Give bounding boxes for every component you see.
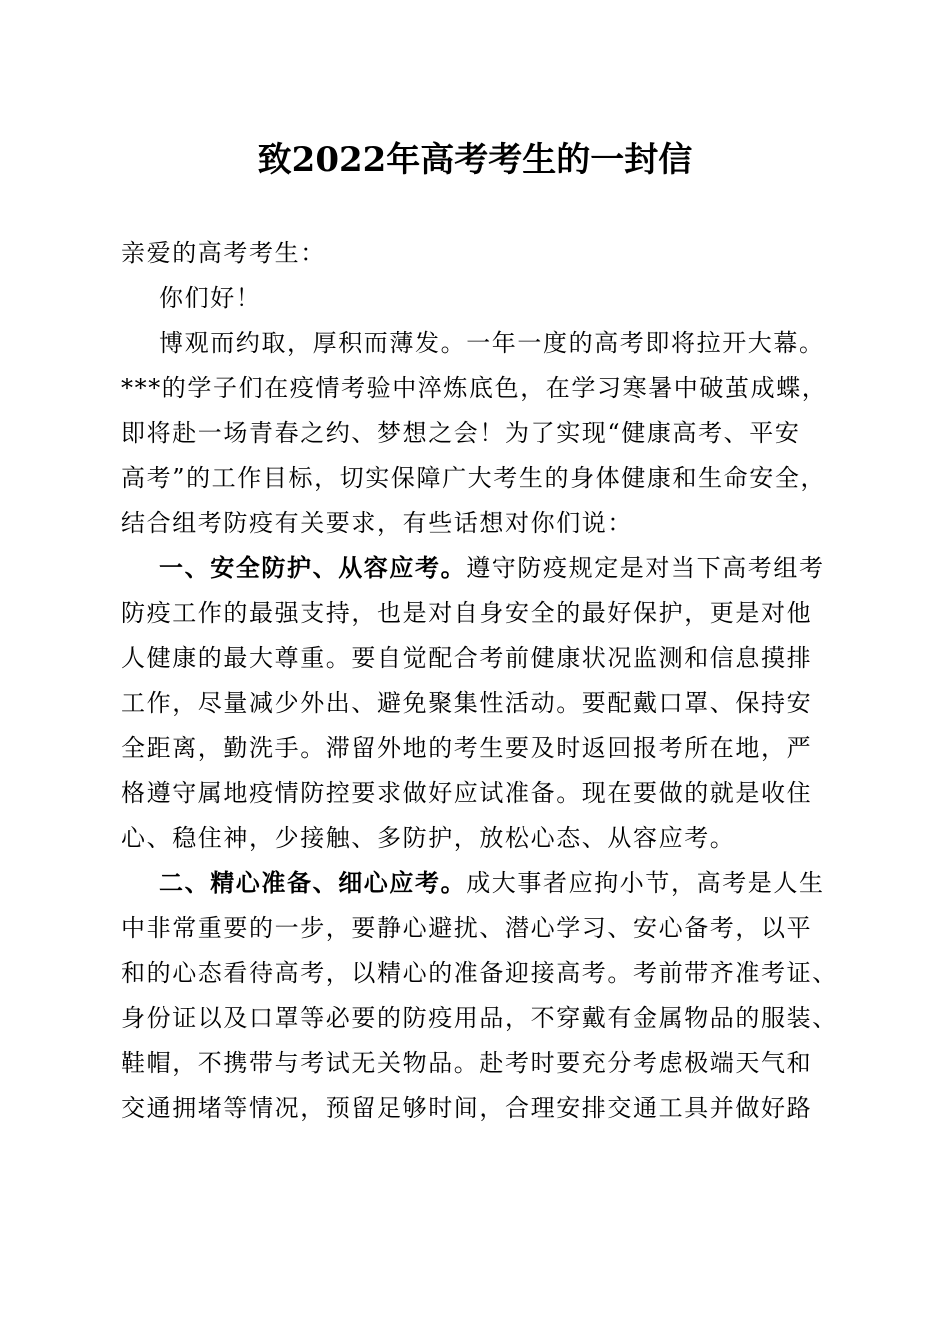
salutation: 亲爱的高考考生： [121,239,326,267]
intro-line: ***的学子们在疫情考验中淬炼底色，在学习寒暑中破茧成蝶， [121,374,828,402]
intro-line: 博观而约取，厚积而薄发。一年一度的高考即将拉开大幕。 [159,329,825,357]
section-1-heading: 一、安全防护、从容应考。 [159,553,467,582]
section-1-text: 遵守防疫规定是对当下高考组考 [466,554,825,582]
section-1-first-line [159,545,899,591]
section-2-first-line [159,860,899,906]
section-2-line: 交通拥堵等情况，预留足够时间，合理安排交通工具并做好路 [121,1094,813,1122]
section-2-text: 成大事者应拘小节，高考是人生 [466,869,825,897]
intro-line: 高考”的工作目标，切实保障广大考生的身体健康和生命安全， [121,464,827,492]
section-1-line: 防疫工作的最强支持，也是对自身安全的最好保护，更是对他 [121,599,813,627]
section-1-line: 全距离，勤洗手。滞留外地的考生要及时返回报考所在地，严 [121,734,813,762]
intro-line: 即将赴一场青春之约、梦想之会！为了实现“健康高考、平安 [121,419,801,447]
section-1-line: 心、稳住神，少接触、多防护，放松心态、从容应考。 [121,824,736,852]
section-1-line: 格遵守属地疫情防控要求做好应试准备。现在要做的就是收住 [121,779,813,807]
section-2-line: 中非常重要的一步，要静心避扰、潜心学习、安心备考，以平 [121,914,813,942]
section-1-line: 人健康的最大尊重。要自觉配合考前健康状况监测和信息摸排 [121,644,813,672]
intro-line: 结合组考防疫有关要求，有些话想对你们说： [121,509,633,537]
greeting: 你们好！ [159,284,262,312]
section-2-line: 身份证以及口罩等必要的防疫用品，不穿戴有金属物品的服装、 [121,1004,838,1032]
letter-title: 致2022年高考考生的一封信 [257,140,693,180]
section-1-line: 工作，尽量减少外出、避免聚集性活动。要配戴口罩、保持安 [121,689,813,717]
section-2-line: 鞋帽，不携带与考试无关物品。赴考时要充分考虑极端天气和 [121,1049,813,1077]
section-2-heading: 二、精心准备、细心应考。 [159,868,467,897]
section-2-line: 和的心态看待高考，以精心的准备迎接高考。考前带齐准考证、 [121,959,838,987]
